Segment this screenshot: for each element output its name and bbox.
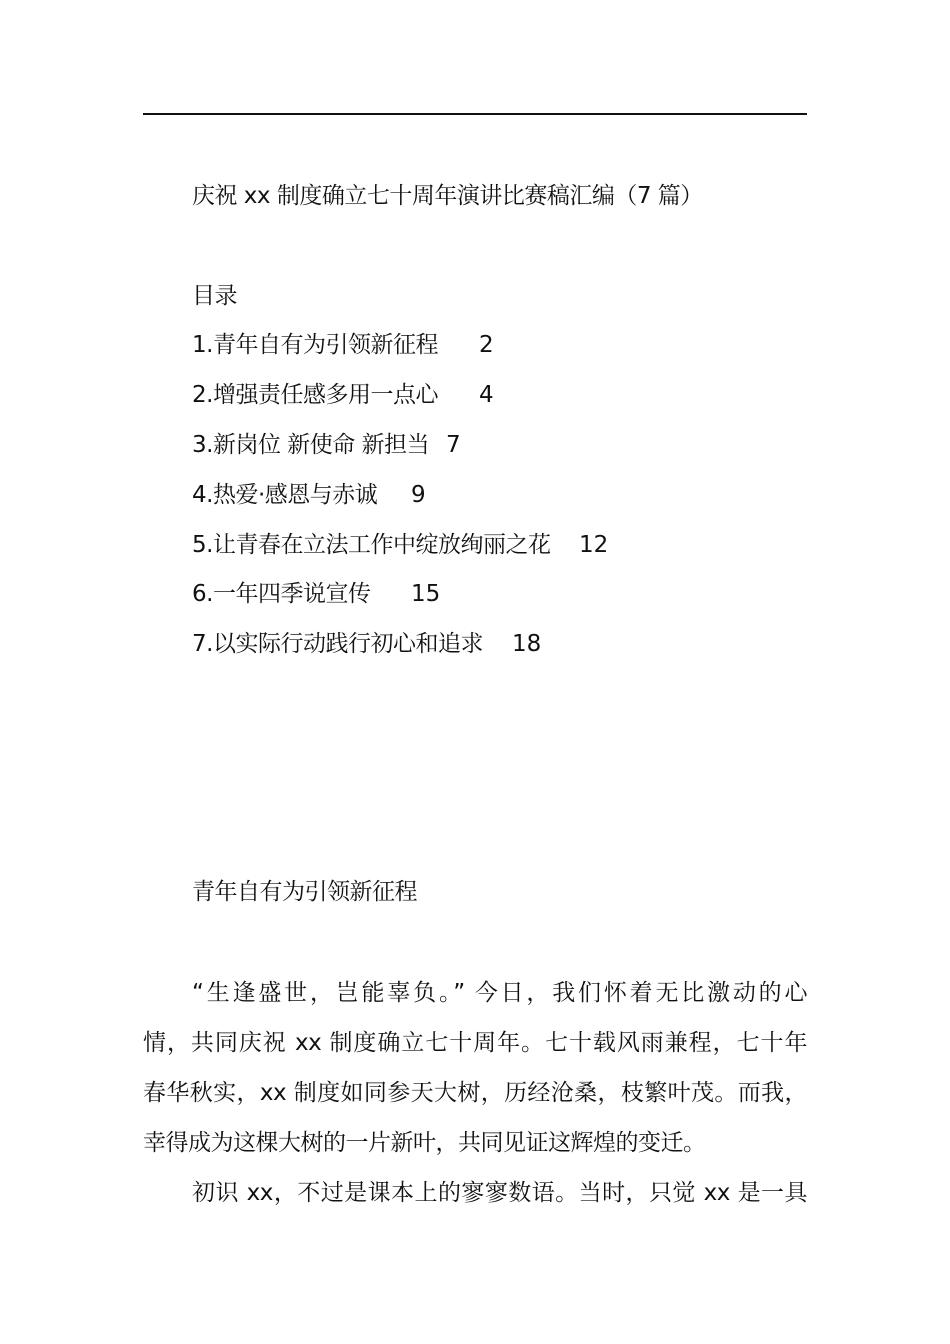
toc-item-page: 9 — [411, 482, 426, 508]
toc-item-page: 4 — [479, 382, 494, 408]
body-line: “生逢盛世，岂能辜负。” 今日，我们怀着无比激动的心 — [192, 980, 807, 1006]
toc-item-label: 1.青年自有为引领新征程 — [192, 332, 438, 358]
body-line: 初识 xx，不过是课本上的寥寥数语。当时，只觉 xx 是一具 — [192, 1180, 807, 1206]
toc-heading: 目录 — [192, 283, 237, 309]
toc-item-label: 6.一年四季说宣传 — [192, 581, 371, 607]
toc-item[interactable] — [192, 330, 438, 360]
document-title: 庆祝 xx 制度确立七十周年演讲比赛稿汇编（7 篇） — [192, 183, 703, 209]
toc-item-page: 2 — [479, 332, 494, 358]
toc-item[interactable] — [192, 530, 550, 560]
toc-item[interactable] — [192, 430, 429, 460]
toc-item-label: 7.以实际行动践行初心和追求 — [192, 631, 483, 657]
header-rule — [143, 113, 807, 115]
toc-item[interactable] — [192, 629, 483, 659]
toc-item-page: 12 — [579, 532, 609, 558]
body-line: 幸得成为这棵大树的一片新叶，共同见证这辉煌的变迁。 — [143, 1130, 706, 1156]
section-title: 青年自有为引领新征程 — [192, 879, 417, 905]
toc-item-label: 2.增强责任感多用一点心 — [192, 382, 438, 408]
toc-item[interactable] — [192, 480, 377, 510]
body-line: 情，共同庆祝 xx 制度确立七十周年。七十载风雨兼程，七十年 — [143, 1030, 807, 1056]
toc-item-label: 3.新岗位 新使命 新担当 — [192, 432, 430, 458]
toc-item-page: 7 — [446, 432, 461, 458]
toc-item-label: 5.让青春在立法工作中绽放绚丽之花 — [192, 532, 551, 558]
toc-item-page: 18 — [512, 631, 542, 657]
toc-item[interactable] — [192, 579, 370, 609]
body-line: 春华秋实，xx 制度如同参天大树，历经沧桑，枝繁叶茂。而我， — [143, 1080, 807, 1106]
toc-item[interactable] — [192, 380, 438, 410]
toc-item-label: 4.热爱·感恩与赤诚 — [192, 482, 378, 508]
toc-item-page: 15 — [411, 581, 441, 607]
